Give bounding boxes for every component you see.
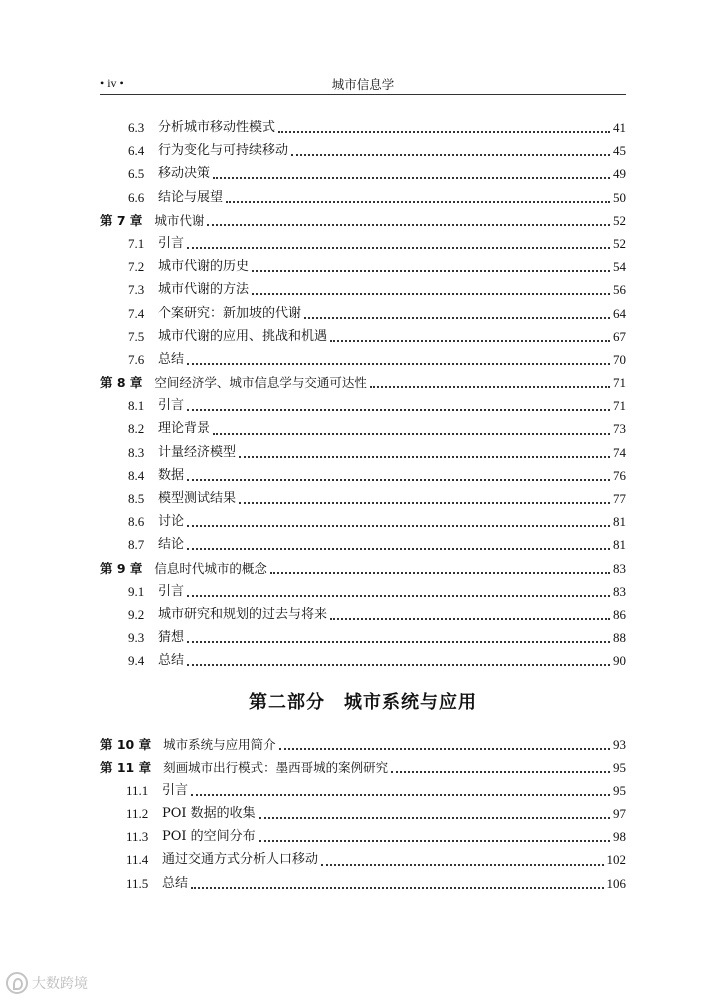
entry-page-number: 52 [613, 235, 626, 251]
entry-title: 结论 [158, 537, 185, 553]
entry-page-number: 86 [613, 606, 626, 622]
toc-section-entry[interactable] [100, 872, 626, 895]
dot-leader [187, 478, 610, 481]
entry-number: 11.3 [126, 829, 149, 845]
entry-page-number: 77 [613, 491, 626, 506]
entry-page-number: 97 [613, 806, 626, 822]
entry-page-number: 45 [613, 143, 626, 159]
toc-section-entry[interactable] [100, 802, 626, 825]
entry-number: 11.5 [126, 875, 149, 891]
entry-page-number: 95 [613, 782, 626, 798]
entry-title: 引言 [162, 782, 189, 798]
entry-title: 行为变化与可持续移动 [158, 143, 289, 159]
dot-leader [187, 524, 610, 527]
dot-leader [304, 316, 610, 319]
dot-leader [191, 886, 603, 889]
entry-number: 7.2 [128, 259, 145, 275]
entry-title: 数据 [158, 467, 185, 483]
entry-page-number: 64 [613, 305, 626, 321]
toc-section-entry[interactable] [100, 162, 626, 185]
entry-number: 7.6 [128, 351, 145, 367]
entry-title: 模型测试结果 [158, 491, 237, 506]
page-number: • iv • [100, 76, 124, 90]
entry-number: 11.1 [126, 782, 149, 798]
dot-leader [187, 640, 610, 643]
dot-leader [321, 863, 603, 866]
dot-leader [291, 153, 610, 156]
toc-section-entry[interactable] [100, 441, 626, 464]
dot-leader [213, 176, 610, 179]
entry-page-number: 90 [613, 653, 626, 669]
entry-title: 猜想 [158, 630, 185, 646]
toc-section-entry[interactable] [100, 649, 626, 672]
toc-part-one [100, 116, 626, 673]
entry-page-number: 93 [613, 736, 626, 752]
dot-leader [191, 793, 610, 796]
toc-section-entry[interactable] [100, 464, 626, 487]
entry-page-number: 81 [613, 537, 626, 553]
entry-title: 引言 [158, 398, 185, 414]
toc-section-entry[interactable] [100, 848, 626, 871]
entry-number: 9.2 [128, 606, 145, 622]
dot-leader [187, 594, 610, 597]
entry-page-number: 54 [613, 259, 626, 275]
entry-title: 总结 [162, 875, 189, 891]
entry-page-number: 73 [613, 421, 626, 437]
dot-leader [187, 408, 610, 411]
toc-chapter-entry[interactable] [100, 209, 626, 232]
entry-title: 个案研究：新加坡的代谢 [158, 305, 302, 321]
entry-title: 总结 [158, 653, 185, 669]
toc-section-entry[interactable] [100, 325, 626, 348]
dot-leader [330, 617, 610, 620]
entry-number: 7.4 [128, 305, 145, 321]
entry-page-number: 67 [613, 328, 626, 344]
entry-number: 8.7 [128, 537, 145, 553]
entry-page-number: 81 [613, 514, 626, 530]
entry-number: 第 7 章 [100, 212, 143, 228]
entry-number: 8.3 [128, 444, 145, 460]
toc-section-entry[interactable] [100, 417, 626, 440]
toc-section-entry[interactable] [100, 302, 626, 325]
table-of-contents [100, 116, 626, 895]
toc-section-entry[interactable] [100, 510, 626, 533]
dot-leader [252, 269, 610, 272]
entry-number: 8.4 [128, 467, 145, 483]
entry-number: 11.2 [126, 806, 149, 822]
entry-title: 理论背景 [158, 421, 211, 437]
entry-title: 总结 [158, 351, 185, 367]
entry-page-number: 83 [613, 560, 626, 576]
dot-leader [187, 663, 610, 666]
toc-chapter-entry[interactable] [100, 557, 626, 580]
entry-title: POI 的空间分布 [162, 829, 256, 845]
entry-number: 6.5 [128, 166, 145, 182]
entry-title: 空间经济学、城市信息学与交通可达性 [154, 375, 367, 391]
dot-leader [226, 200, 610, 203]
entry-title: 城市代谢的历史 [158, 259, 250, 275]
dot-leader [187, 362, 610, 365]
dot-leader [213, 432, 610, 435]
toc-part-two [100, 733, 626, 895]
entry-title: 信息时代城市的概念 [154, 560, 267, 576]
toc-section-entry[interactable] [100, 825, 626, 848]
entry-title: 通过交通方式分析人口移动 [162, 852, 319, 868]
dot-leader [370, 385, 610, 388]
toc-section-entry[interactable] [100, 779, 626, 802]
dot-leader [330, 339, 610, 342]
entry-number: 8.2 [128, 421, 145, 437]
toc-chapter-entry[interactable] [100, 371, 626, 394]
entry-title: 城市代谢的应用、挑战和机遇 [158, 328, 328, 344]
running-title: 城市信息学 [331, 77, 395, 92]
toc-section-entry[interactable] [100, 348, 626, 371]
entry-page-number: 71 [613, 398, 626, 414]
dot-leader [207, 223, 610, 226]
entry-title: 城市代谢的方法 [158, 282, 250, 298]
dot-leader [239, 501, 610, 504]
entry-title: 城市研究和规划的过去与将来 [158, 606, 328, 622]
toc-section-entry[interactable] [100, 255, 626, 278]
entry-page-number: 98 [613, 829, 626, 845]
toc-section-entry[interactable] [100, 278, 626, 301]
entry-number: 第 9 章 [100, 560, 143, 576]
toc-section-entry[interactable] [100, 232, 626, 255]
entry-page-number: 88 [613, 630, 626, 646]
entry-page-number: 50 [613, 189, 626, 205]
toc-section-entry[interactable] [100, 186, 626, 209]
entry-number: 7.5 [128, 328, 145, 344]
part-heading: 第二部分 城市系统与应用 [249, 691, 477, 713]
entry-title: 分析城市移动性模式 [158, 120, 276, 135]
dot-leader [278, 130, 610, 133]
dot-leader [259, 816, 610, 819]
entry-title: 引言 [158, 583, 185, 599]
entry-page-number: 71 [613, 375, 626, 391]
toc-section-entry[interactable] [100, 626, 626, 649]
watermark-text: 大数跨境 [32, 976, 88, 992]
entry-number: 6.6 [128, 189, 145, 205]
toc-section-entry[interactable] [100, 116, 626, 139]
entry-page-number: 70 [613, 351, 626, 367]
entry-number: 第 10 章 [100, 736, 152, 752]
toc-section-entry[interactable] [100, 139, 626, 162]
toc-chapter-entry[interactable] [100, 756, 626, 779]
entry-page-number: 52 [613, 212, 626, 228]
entry-title: POI 数据的收集 [162, 806, 256, 822]
toc-section-entry[interactable] [100, 394, 626, 417]
entry-title: 移动决策 [158, 166, 211, 182]
logo-icon [6, 972, 28, 994]
entry-number: 9.4 [128, 653, 145, 669]
entry-page-number: 102 [606, 852, 626, 868]
entry-page-number: 49 [613, 166, 626, 182]
entry-page-number: 106 [606, 875, 626, 891]
entry-number: 11.4 [126, 852, 149, 868]
dot-leader [391, 770, 610, 773]
entry-page-number: 41 [613, 120, 626, 135]
entry-number: 8.1 [128, 398, 145, 414]
entry-page-number: 74 [613, 444, 626, 460]
dot-leader [252, 292, 610, 295]
entry-title: 城市系统与应用简介 [163, 736, 276, 752]
entry-page-number: 83 [613, 583, 626, 599]
toc-section-entry[interactable] [100, 580, 626, 603]
entry-number: 8.6 [128, 514, 145, 530]
page-header [100, 72, 626, 95]
entry-number: 7.3 [128, 282, 145, 298]
dot-leader [187, 547, 610, 550]
entry-title: 刻画城市出行模式：墨西哥城的案例研究 [163, 759, 389, 775]
entry-title: 城市代谢 [154, 212, 205, 228]
entry-title: 计量经济模型 [158, 444, 237, 460]
entry-title: 结论与展望 [158, 189, 224, 205]
entry-number: 6.3 [128, 120, 145, 135]
entry-number: 9.3 [128, 630, 145, 646]
toc-chapter-entry[interactable] [100, 733, 626, 756]
entry-title: 讨论 [158, 514, 185, 530]
toc-section-entry[interactable] [100, 487, 626, 510]
entry-page-number: 56 [613, 282, 626, 298]
entry-number: 8.5 [128, 491, 145, 506]
dot-leader [239, 455, 610, 458]
toc-section-entry[interactable] [100, 533, 626, 556]
dot-leader [187, 246, 610, 249]
entry-title: 引言 [158, 235, 185, 251]
entry-number: 6.4 [128, 143, 145, 159]
dot-leader [259, 839, 610, 842]
entry-number: 9.1 [128, 583, 145, 599]
entry-number: 第 8 章 [100, 375, 143, 391]
entry-page-number: 76 [613, 467, 626, 483]
entry-number: 第 11 章 [100, 759, 152, 775]
toc-section-entry[interactable] [100, 603, 626, 626]
dot-leader [270, 571, 610, 574]
dot-leader [279, 747, 610, 750]
watermark [6, 972, 88, 994]
entry-number: 7.1 [128, 235, 145, 251]
entry-page-number: 95 [613, 759, 626, 775]
